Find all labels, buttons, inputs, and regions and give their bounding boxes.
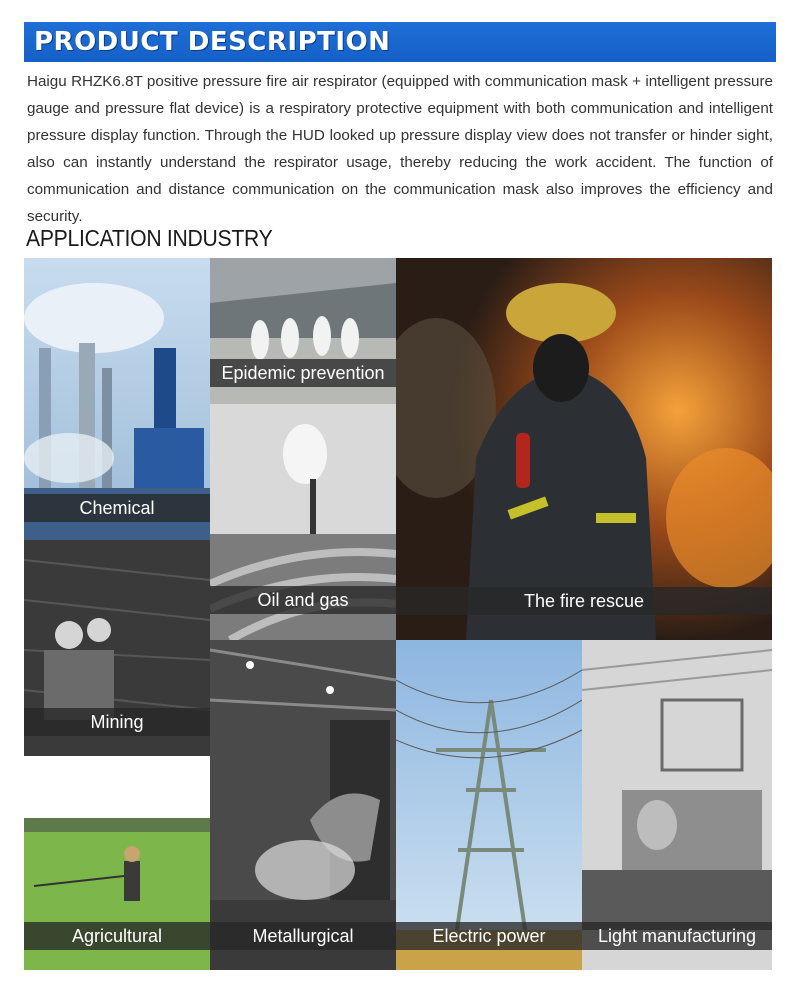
metallurgical-image	[210, 640, 396, 970]
light-manufacturing-image	[582, 640, 772, 970]
caption-metallurgical: Metallurgical	[210, 922, 396, 950]
caption-agricultural: Agricultural	[24, 922, 210, 950]
tile-light-manufacturing	[582, 640, 772, 970]
tile-chemical	[24, 258, 210, 540]
electric-power-image	[396, 640, 582, 970]
product-description: Haigu RHZK6.8T positive pressure fire air respirator (equipped with communication mask + intelligent pressure gauge and pressure flat device) is a respiratory protective equipment with both communication and intelligent pressure display function. Through the HUD looked up pressure display view does not transfer or hinder sight, also can instantly understand the respirator usage, thereby reducing the work accident. The function of communication and distance communication on the communication mask also improves the efficiency and security.	[27, 73, 773, 225]
page-title: PRODUCT DESCRIPTION	[34, 27, 391, 57]
tile-oil-gas	[210, 404, 396, 640]
caption-chemical: Chemical	[24, 494, 210, 522]
caption-mining: Mining	[24, 708, 210, 736]
caption-epidemic: Epidemic prevention	[210, 359, 396, 387]
fire-rescue-image	[396, 258, 772, 640]
caption-light-manufacturing: Light manufacturing	[582, 922, 772, 950]
tile-epidemic	[210, 258, 396, 404]
caption-electric-power: Electric power	[396, 922, 582, 950]
caption-oil-gas: Oil and gas	[210, 586, 396, 614]
caption-fire-rescue: The fire rescue	[396, 587, 772, 615]
header-banner	[24, 22, 776, 62]
tile-mining	[24, 540, 210, 756]
tile-fire-rescue	[396, 258, 772, 640]
tile-metallurgical	[210, 640, 396, 970]
tile-agricultural	[24, 756, 210, 970]
section-title: APPLICATION INDUSTRY	[26, 225, 273, 251]
tile-electric-power	[396, 640, 582, 970]
